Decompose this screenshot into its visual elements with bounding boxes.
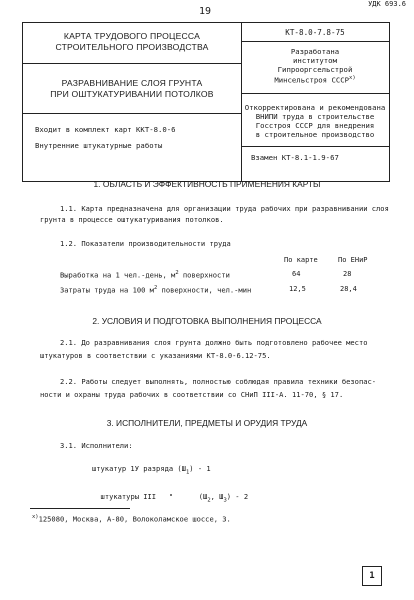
paragraph-1-1b: грунта в процессе оштукатуривания потолков. bbox=[40, 215, 224, 224]
header-divider bbox=[241, 41, 389, 42]
footnote-rule bbox=[30, 508, 130, 509]
col-header-enir: По ЕНиР bbox=[338, 256, 368, 264]
developer-info: Разработана институтом Гипрооргсельстрой Минсельстроя $СССР^{х)}$ bbox=[274, 47, 356, 85]
row-output-label: Выработка на 1 чел.-день, $м^2$ поверхности bbox=[60, 270, 230, 280]
footnote: $^{х)}$125080, Москва, А-80, Волоколамское шоссе, 3. bbox=[32, 514, 231, 524]
section1-title: 1. ОБЛАСТЬ И ЭФФЕКТИВНОСТЬ ПРИМЕНЕНИЯ КАРТЫ bbox=[93, 179, 321, 189]
col-header-card: По карте bbox=[284, 256, 318, 264]
works-line: Внутренние штукатурные работы bbox=[35, 141, 163, 150]
header-divider bbox=[241, 93, 389, 94]
page-number: 19 bbox=[199, 6, 212, 17]
worker-line-2: штукатуры III " ($Ш_2$, $Ш_3) - 2$ bbox=[100, 492, 249, 504]
paragraph-2-2b: ности и охраны труда рабочих в соответствии со СНиП III-А. 11-70, § 17. bbox=[40, 390, 344, 399]
corner-box-number: 1 bbox=[362, 566, 382, 586]
paragraph-2-1b: штукатуров в соответствии с указаниями КТ-8.0-6.12-75. bbox=[40, 351, 271, 360]
paragraph-2-1a: 2.1. До разравнивания слоя грунта должно быть подготовлено рабочее место bbox=[60, 338, 368, 347]
row-output-enir: 28 bbox=[343, 270, 352, 278]
udk-code: УДК 693.6 bbox=[368, 0, 406, 8]
kit-line: Входит в комплект карт ККТ-8.0-6 bbox=[35, 125, 176, 134]
row-output-card: 64 bbox=[292, 270, 301, 278]
paragraph-2-2a: 2.2. Работы следует выполнять, полностью соблюдая правила техники безопас- bbox=[60, 377, 377, 386]
paragraph-3-1: 3.1. Исполнители: bbox=[60, 441, 133, 450]
section2-title: 2. УСЛОВИЯ И ПОДГОТОВКА ВЫПОЛНЕНИЯ ПРОЦЕССА bbox=[92, 316, 322, 326]
header-divider bbox=[23, 63, 241, 64]
header-divider bbox=[23, 113, 241, 114]
row-labor-card: 12,5 bbox=[289, 285, 306, 293]
card-title: КАРТА ТРУДОВОГО ПРОЦЕССА СТРОИТЕЛЬНОГО ПРОИЗВОДСТВА bbox=[55, 31, 209, 52]
correction-info: Откорректирована и рекомендована ВНИПИ труда в строительстве Госстроя СССР для внедрения в строительное производство bbox=[244, 103, 386, 139]
row-labor-enir: 28,4 bbox=[340, 285, 357, 293]
row-labor-label: Затраты труда на 100 $м^2$ поверхности, чел.-мин bbox=[60, 285, 252, 295]
worker-line-1: штукатур 1У разряда $(Ш_1) - 1$ bbox=[92, 464, 211, 476]
card-code: КТ-8.0-7.8-75 bbox=[285, 28, 345, 37]
header-divider bbox=[241, 146, 389, 147]
header-table bbox=[22, 22, 390, 182]
paragraph-1-1a: 1.1. Карта предназначена для организации труда рабочих при разравнивании слоя bbox=[60, 204, 389, 213]
card-subject: РАЗРАВНИВАНИЕ СЛОЯ ГРУНТА ПРИ ОШТУКАТУРИВАНИИ ПОТОЛКОВ bbox=[50, 78, 214, 99]
paragraph-1-2: 1.2. Показатели производительности труда bbox=[60, 239, 231, 248]
replaces-line: Взамен КТ-8.1-1.9-67 bbox=[251, 153, 339, 162]
section3-title: 3. ИСПОЛНИТЕЛИ, ПРЕДМЕТЫ И ОРУДИЯ ТРУДА bbox=[106, 418, 308, 428]
